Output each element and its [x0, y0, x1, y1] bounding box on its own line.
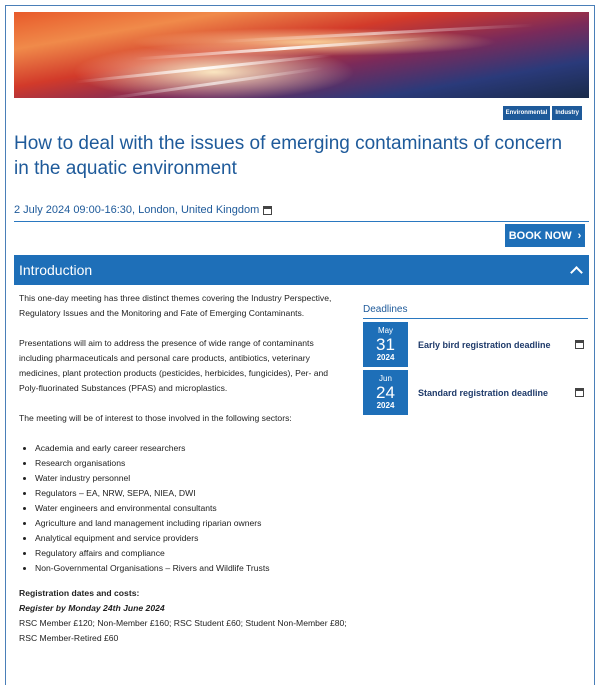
hero-banner — [14, 12, 589, 98]
deadline-day: 24 — [376, 383, 395, 402]
list-item: • Analytical equipment and service providers — [35, 531, 349, 546]
registration-heading: Registration dates and costs: — [19, 588, 140, 598]
introduction-content — [19, 291, 349, 646]
introduction-heading: Introduction — [19, 262, 93, 278]
deadline-month: May — [377, 326, 394, 335]
event-date-text: 2 July 2024 09:00-16:30, London, United Kingdom — [14, 204, 260, 216]
deadlines-heading: Deadlines — [363, 304, 588, 319]
intro-paragraph-3: The meeting will be of interest to those involved in the following sectors: — [19, 413, 292, 423]
intro-paragraph-2: Presentations will aim to address the presence of wide range of contaminants including pharmaceuticals and personal care products, antibiotics, veterinary medicines, plant protection products (pesticides, herbicides, fungicides), Per- and Poly-fluorinated Substances (PFAS) and microplastics. — [19, 338, 329, 393]
registration-deadline-note: Register by Monday 24th June 2024 — [19, 603, 165, 613]
deadline-item — [363, 322, 588, 367]
list-item: • Academia and early career researchers — [35, 441, 349, 456]
calendar-icon[interactable] — [575, 340, 584, 349]
tag-list — [503, 106, 582, 120]
list-item: • Regulators – EA, NRW, SEPA, NIEA, DWI — [35, 486, 349, 501]
introduction-accordion-header[interactable] — [14, 255, 589, 285]
list-item: • Regulatory affairs and compliance — [35, 546, 349, 561]
chevron-right-icon: › — [577, 229, 582, 242]
list-item: • Non-Governmental Organisations – Rivers and Wildlife Trusts — [35, 561, 349, 576]
deadline-date-badge — [363, 370, 408, 415]
deadline-year: 2024 — [376, 353, 395, 362]
sector-list — [19, 441, 349, 576]
calendar-icon[interactable] — [263, 206, 272, 215]
page-title: How to deal with the issues of emerging contaminants of concern in the aquatic environment — [14, 133, 563, 179]
deadline-month: Jun — [379, 374, 392, 383]
intro-paragraph-1: This one-day meeting has three distinct themes covering the Industry Perspective, Regulatory Issues and the Monitoring and Fate of Emerging Contaminants. — [19, 293, 332, 318]
book-now-label: BOOK NOW — [508, 229, 572, 242]
page-frame — [5, 5, 595, 685]
deadline-label: Standard registration deadline — [418, 387, 549, 398]
list-item: • Water industry personnel — [35, 471, 349, 486]
deadline-label: Early bird registration deadline — [418, 339, 551, 350]
tag-environmental[interactable]: Environmental — [503, 106, 551, 120]
registration-costs: RSC Member £120; Non-Member £160; RSC Student £60; Student Non-Member £80; RSC Member-Retired £60 — [19, 618, 347, 643]
deadline-item — [363, 370, 588, 415]
deadline-day: 31 — [376, 335, 395, 354]
deadline-date-badge — [363, 322, 408, 367]
chevron-up-icon[interactable] — [570, 266, 583, 279]
tag-industry[interactable]: Industry — [552, 106, 582, 120]
list-item: • Agriculture and land management including riparian owners — [35, 516, 349, 531]
deadline-year: 2024 — [376, 401, 395, 410]
divider — [14, 221, 589, 222]
list-item: • Research organisations — [35, 456, 349, 471]
deadlines-panel — [363, 304, 588, 415]
book-now-button[interactable] — [505, 224, 585, 247]
list-item: • Water engineers and environmental consultants — [35, 501, 349, 516]
event-dateline — [14, 204, 272, 216]
calendar-icon[interactable] — [575, 388, 584, 397]
